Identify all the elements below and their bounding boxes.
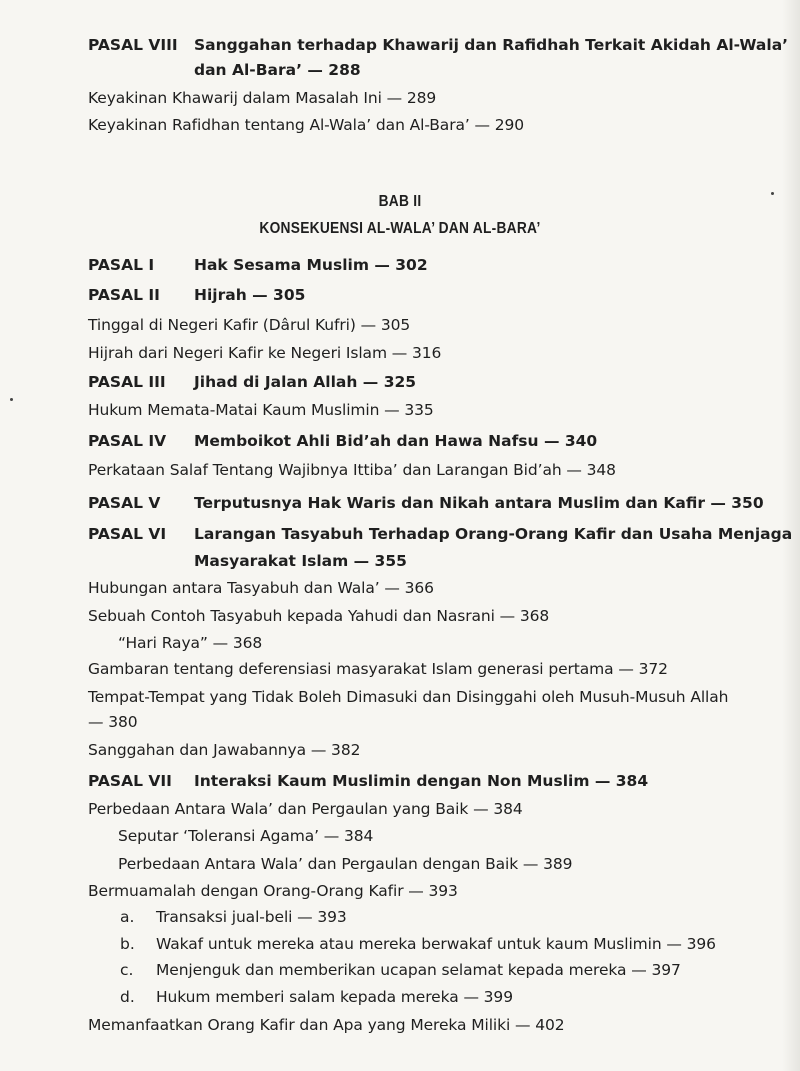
pasal-viii-title-line1: Sanggahan terhadap Khawarij dan Rafidhah Terkait Akidah Al-Wala’ xyxy=(194,36,789,54)
bab-title: KONSEKUENSI AL-WALA’ DAN AL-BARA’ xyxy=(259,220,541,237)
pasal-vii-label: PASAL VII xyxy=(88,772,172,790)
speck xyxy=(771,192,774,195)
pasal-viii-title-line2: dan Al-Bara’ — 288 xyxy=(194,61,361,79)
toc-entry: Hijrah dari Negeri Kafir ke Negeri Islam — 316 xyxy=(88,344,442,362)
list-letter: a. xyxy=(120,908,135,926)
pasal-v-label: PASAL V xyxy=(88,494,161,512)
pasal-iii-title: Jihad di Jalan Allah — 325 xyxy=(194,373,417,391)
pasal-ii-label: PASAL II xyxy=(88,286,160,304)
pasal-i-label: PASAL I xyxy=(88,256,155,274)
toc-entry: Keyakinan Rafidhan tentang Al-Wala’ dan Al-Bara’ — 290 xyxy=(88,116,525,134)
bab-number: BAB II xyxy=(378,193,422,210)
list-letter: c. xyxy=(120,961,134,979)
pasal-iv-title: Memboikot Ahli Bid’ah dan Hawa Nafsu — 340 xyxy=(194,432,598,450)
pasal-ii-title: Hijrah — 305 xyxy=(194,286,306,304)
toc-entry: Sebuah Contoh Tasyabuh kepada Yahudi dan Nasrani — 368 xyxy=(88,607,550,625)
toc-subentry: Menjenguk dan memberikan ucapan selamat kepada mereka — 397 xyxy=(156,961,681,979)
pasal-viii-label: PASAL VIII xyxy=(88,36,178,54)
toc-entry: Hubungan antara Tasyabuh dan Wala’ — 366 xyxy=(88,579,434,597)
toc-entry: “Hari Raya” — 368 xyxy=(118,634,263,652)
pasal-vi-title-line2: Masyarakat Islam — 355 xyxy=(194,552,407,570)
toc-entry: Hukum Memata-Matai Kaum Muslimin — 335 xyxy=(88,401,434,419)
toc-entry: Perkataan Salaf Tentang Wajibnya Ittiba’ dan Larangan Bid’ah — 348 xyxy=(88,461,616,479)
toc-entry-continued: — 380 xyxy=(88,713,138,731)
pasal-v-title: Terputusnya Hak Waris dan Nikah antara Muslim dan Kafir — 350 xyxy=(194,494,764,512)
toc-entry: Tempat-Tempat yang Tidak Boleh Dimasuki dan Disinggahi oleh Musuh-Musuh Allah xyxy=(88,688,729,706)
pasal-vi-title-line1: Larangan Tasyabuh Terhadap Orang-Orang Kafir dan Usaha Menjaga xyxy=(194,525,793,543)
list-letter: b. xyxy=(120,935,135,953)
toc-entry: Sanggahan dan Jawabannya — 382 xyxy=(88,741,361,759)
toc-entry: Keyakinan Khawarij dalam Masalah Ini — 289 xyxy=(88,89,437,107)
toc-entry: Perbedaan Antara Wala’ dan Pergaulan dengan Baik — 389 xyxy=(118,855,573,873)
toc-subentry: Hukum memberi salam kepada mereka — 399 xyxy=(156,988,513,1006)
toc-subentry: Wakaf untuk mereka atau mereka berwakaf untuk kaum Muslimin — 396 xyxy=(156,935,716,953)
list-letter: d. xyxy=(120,988,135,1006)
toc-entry: Memanfaatkan Orang Kafir dan Apa yang Mereka Miliki — 402 xyxy=(88,1016,565,1034)
speck xyxy=(10,398,13,401)
pasal-vii-title: Interaksi Kaum Muslimin dengan Non Muslim — 384 xyxy=(194,772,649,790)
toc-subentry: Transaksi jual-beli — 393 xyxy=(156,908,347,926)
toc-entry: Tinggal di Negeri Kafir (Dârul Kufri) — 305 xyxy=(88,316,411,334)
toc-entry: Bermuamalah dengan Orang-Orang Kafir — 393 xyxy=(88,882,458,900)
toc-entry: Perbedaan Antara Wala’ dan Pergaulan yang Baik — 384 xyxy=(88,800,523,818)
pasal-i-title: Hak Sesama Muslim — 302 xyxy=(194,256,428,274)
toc-entry: Seputar ‘Toleransi Agama’ — 384 xyxy=(118,827,374,845)
pasal-iii-label: PASAL III xyxy=(88,373,166,391)
pasal-iv-label: PASAL IV xyxy=(88,432,167,450)
pasal-vi-label: PASAL VI xyxy=(88,525,167,543)
toc-entry: Gambaran tentang deferensiasi masyarakat Islam generasi pertama — 372 xyxy=(88,660,668,678)
